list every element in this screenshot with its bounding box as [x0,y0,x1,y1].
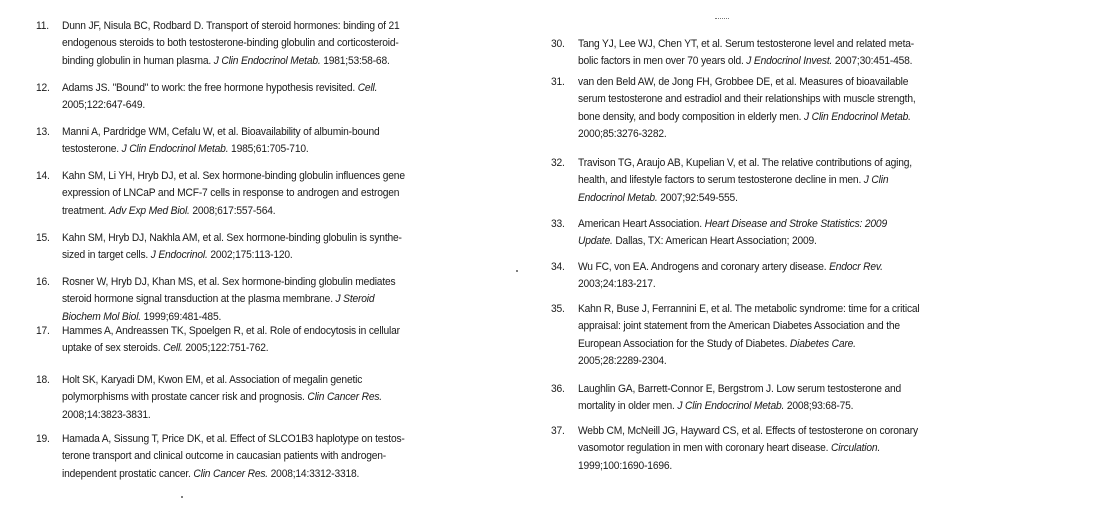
reference-item [551,155,1091,207]
citation-details: 2008;14:3823-3831. [61,408,151,421]
reference-text: Laughlin GA, Barrett-Connor E, Bergstrom J. Low serum testosterone and [578,383,902,395]
reference-number: 13. [36,126,50,138]
reference-text: Kahn SM, Hryb DJ, Nakhla AM, et al. Sex hormone-binding globulin is synthe- [61,232,402,244]
reference-item [36,323,576,358]
citation-details: 2008;93:68-75. [784,400,854,413]
reference-number: 12. [36,82,50,94]
journal-title: Circulation. [830,442,881,455]
reference-text: treatment. [61,204,110,217]
reference-item [551,36,1091,71]
scan-mark [715,18,729,20]
scan-dot [181,496,183,498]
reference-text: uptake of sex steroids. [61,342,164,355]
journal-title: J Clin [863,174,889,187]
reference-item [551,74,1091,144]
reference-item [551,259,1091,294]
reference-text: van den Beld AW, de Jong FH, Grobbee DE, et al. Measures of bioavailable [578,76,909,88]
reference-item [551,423,1091,475]
reference-text: Webb CM, McNeill JG, Hayward CS, et al. Effects of testosterone on coronary [578,425,918,437]
reference-text: polymorphisms with prostate cancer risk and prognosis. [61,391,308,404]
journal-title: Cell. [163,342,183,355]
reference-text: terone transport and clinical outcome in caucasian patients with androgen- [61,450,387,463]
reference-item [36,80,576,115]
journal-title: J Endocrinol. [150,249,208,262]
reference-text: bone density, and body composition in elderly men. [578,110,804,123]
reference-text: European Association for the Study of Diabetes. [578,337,790,350]
citation-details: 2008;14:3312-3318. [267,467,360,480]
reference-text: Wu FC, von EA. Androgens and coronary artery disease. [578,261,830,273]
citation-details: 1985;61:705-710. [228,143,309,156]
reference-number: 36. [551,383,565,395]
journal-title: J Clin Endocrinol Metab. [803,110,911,123]
journal-title: Biochem Mol Biol. [61,310,141,323]
reference-text: sized in target cells. [61,249,151,262]
reference-text: independent prostatic cancer. [61,467,194,480]
journal-title: J Endocrinol Invest. [746,55,833,68]
reference-item [551,381,1091,416]
journal-title: Endocr Rev. [829,261,883,273]
citation-details: 2005;122:647-649. [61,99,146,112]
reference-item [36,274,576,326]
reference-item [36,168,576,220]
reference-text: bolic factors in men over 70 years old. [578,55,747,68]
citation-details: 1981;53:58-68. [320,54,390,67]
reference-number: 14. [36,170,50,182]
reference-number: 17. [36,325,50,337]
reference-text: Kahn R, Buse J, Ferrannini E, et al. The metabolic syndrome: time for a critical [578,303,920,315]
citation-details: 1999;100:1690-1696. [578,459,673,472]
journal-title: J Clin Endocrinol Metab. [213,54,321,67]
scan-dot [516,270,518,272]
journal-title: Update. [578,235,613,248]
reference-text: Adams JS. "Bound" to work: the free hormone hypothesis revisited. [61,82,358,94]
journal-title: J Clin Endocrinol Metab. [677,400,785,413]
journal-title: Adv Exp Med Biol. [109,204,190,217]
reference-text: mortality in older men. [578,400,678,413]
reference-item [551,216,1091,251]
reference-number: 19. [36,433,50,445]
reference-item [36,431,576,483]
reference-number: 32. [551,157,565,169]
citation-details: 2000;85:3276-3282. [578,128,667,141]
reference-text: serum testosterone and estradiol and their relationships with muscle strength, [578,93,916,106]
reference-text: binding globulin in human plasma. [61,54,214,67]
citation-details: 2005;122:751-762. [182,342,269,355]
reference-number: 11. [36,20,49,32]
reference-text: Travison TG, Araujo AB, Kupelian V, et al. The relative contributions of aging, [578,157,912,169]
reference-number: 31. [551,76,565,88]
reference-number: 30. [551,38,565,50]
reference-item [36,18,576,70]
reference-text: Tang YJ, Lee WJ, Chen YT, et al. Serum testosterone level and related meta- [578,38,915,50]
reference-text: Manni A, Pardridge WM, Cefalu W, et al. Bioavailability of albumin-bound [61,126,380,138]
journal-title: Diabetes Care. [789,337,856,350]
citation-details: 2002;175:113-120. [207,249,293,262]
reference-number: 35. [551,303,565,315]
reference-text: Hammes A, Andreassen TK, Spoelgen R, et al. Role of endocytosis in cellular [61,325,400,337]
reference-item [36,124,576,159]
journal-title: Clin Cancer Res. [193,467,268,480]
citation-details: 2005;28:2289-2304. [578,355,667,368]
reference-number: 37. [551,425,565,437]
citation-details: 1999;69:481-485. [140,310,222,323]
journal-title: Heart Disease and Stroke Statistics: 2009 [704,218,887,230]
citation-details: 2003;24:183-217. [578,278,656,291]
reference-item [36,230,576,265]
reference-number: 18. [36,374,50,386]
reference-item [36,372,576,424]
journal-title: Clin Cancer Res. [307,391,382,404]
citation-details: 2008;617:557-564. [189,204,276,217]
reference-text: Hamada A, Sissung T, Price DK, et al. Effect of SLCO1B3 haplotype on testos- [61,433,405,445]
reference-text: appraisal: joint statement from the American Diabetes Association and the [578,320,900,333]
citation-details: 2007;30:451-458. [832,55,913,68]
reference-text: steroid hormone signal transduction at the plasma membrane. [61,293,336,306]
journal-title: Cell. [357,82,378,94]
reference-text: Holt SK, Karyadi DM, Kwon EM, et al. Association of megalin genetic [61,374,363,386]
reference-text: Dunn JF, Nisula BC, Rodbard D. Transport of steroid hormones: binding of 21 [61,20,400,32]
reference-text: Kahn SM, Li YH, Hryb DJ, et al. Sex hormone-binding globulin influences gene [61,170,405,182]
citation-details: Dallas, TX: American Heart Association; 2009. [612,235,817,248]
reference-number: 33. [551,218,565,230]
reference-text: endogenous steroids to both testosterone-binding globulin and corticosteroid- [61,37,399,50]
journal-title: Endocrinol Metab. [578,191,658,204]
reference-number: 34. [551,261,565,273]
reference-text: Rosner W, Hryb DJ, Khan MS, et al. Sex hormone-binding globulin mediates [61,276,396,288]
reference-text: health, and lifestyle factors to serum testosterone decline in men. [578,174,864,187]
journal-title: J Steroid [335,293,375,306]
reference-number: 16. [36,276,50,288]
reference-text: testosterone. [61,143,122,156]
journal-title: J Clin Endocrinol Metab. [121,143,229,156]
reference-text: vasomotor regulation in men with coronary heart disease. [578,442,831,455]
reference-text: expression of LNCaP and MCF-7 cells in response to androgen and estrogen [61,187,400,200]
reference-number: 15. [36,232,50,244]
reference-text: American Heart Association. [578,218,705,230]
reference-item [551,301,1091,371]
citation-details: 2007;92:549-555. [657,191,738,204]
